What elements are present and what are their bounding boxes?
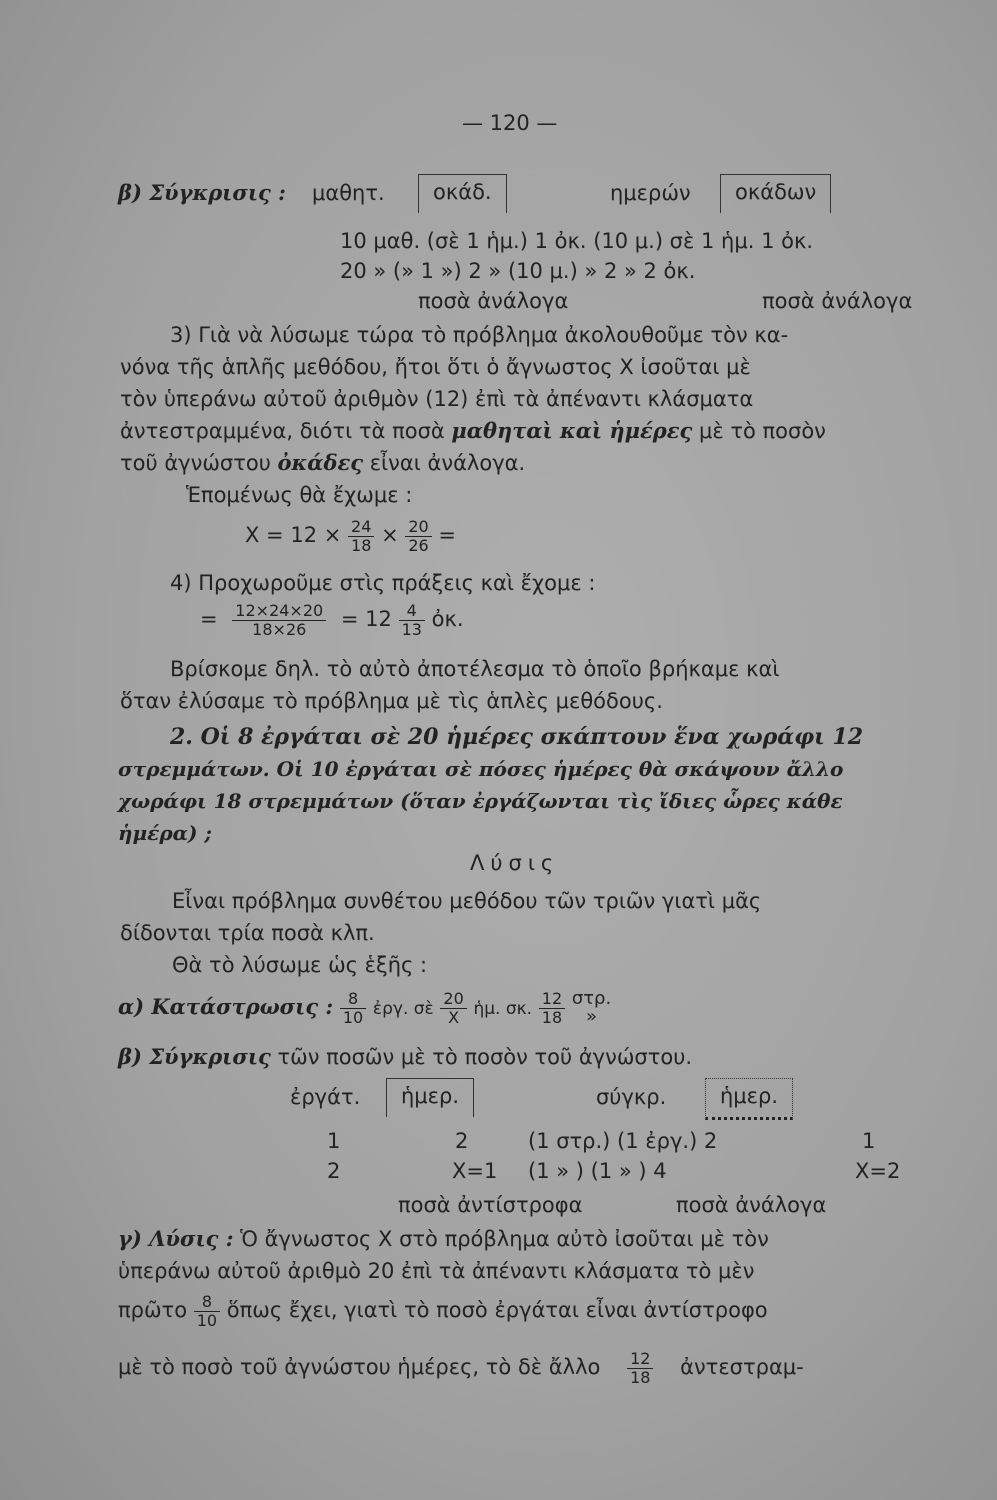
kat-f3-num: 12 bbox=[539, 990, 565, 1009]
comp2-r1-c: (1 στρ.) (1 ἐργ.) 2 bbox=[528, 1129, 718, 1153]
comp2-col-days2: ἡμερ. bbox=[720, 1084, 779, 1108]
comp2-proportional-label: ποσὰ ἀνάλογα bbox=[676, 1193, 827, 1217]
kat-f2-den: Χ bbox=[448, 1007, 460, 1027]
lysis-line1-text: Ὁ ἄγνωστος Χ στὸ πρόβλημα αὐτὸ ἰσοῦται μὲ τὸν bbox=[240, 1227, 769, 1251]
kat-unit-3: στρ. bbox=[571, 988, 612, 1009]
equation-1 bbox=[245, 510, 456, 560]
comparison-label: β) Σύγκρισις : bbox=[118, 180, 286, 205]
kat-unit-2: ἡμ. σκ. bbox=[473, 999, 533, 1019]
kat-f1-num: 8 bbox=[340, 990, 366, 1009]
lysis-f2-num: 12 bbox=[627, 1350, 653, 1369]
comp2-r2-d: Χ=2 bbox=[855, 1159, 901, 1183]
lysis-f1-den: 10 bbox=[196, 1310, 218, 1330]
para4-line1: 4) Προχωροῦμε στὶς πράξεις καὶ ἔχομε : bbox=[170, 571, 596, 595]
eq2-mixed-fraction bbox=[399, 602, 425, 639]
col-okadon: οκάδων bbox=[735, 180, 817, 204]
solution-title: Λύσις bbox=[470, 851, 560, 875]
col-students: μαθητ. bbox=[312, 181, 385, 205]
lysis-fraction-2 bbox=[627, 1350, 653, 1387]
lysis-line4-a: μὲ τὸ ποσὸ τοῦ ἀγνώστου ἡμέρες, τὸ δὲ ἄλλο bbox=[118, 1355, 601, 1379]
col-okad-box bbox=[418, 174, 507, 213]
lysis-line3-a: πρῶτο bbox=[118, 1298, 188, 1322]
lysis-label: γ) Λύσις : bbox=[118, 1226, 234, 1251]
kat-fraction-1 bbox=[340, 990, 366, 1027]
kat-unit-3-stack bbox=[572, 990, 611, 1026]
para3-line5-a: τοῦ ἀγνώστου bbox=[120, 451, 271, 475]
para3-line4-a: ἀντεστραμμένα, διότι τὰ ποσὰ bbox=[120, 419, 445, 443]
katastrosis-label: α) Κατάστρωσις : bbox=[118, 994, 334, 1019]
para3-line5 bbox=[120, 450, 525, 476]
lysis-line3 bbox=[118, 1285, 768, 1335]
problem2-line3: χωράφι 18 στρεμμάτων (ὅταν ἐργάζωνται τὶς ἴδιες ὧρες κάθε bbox=[118, 789, 843, 813]
kat-f1-den: 10 bbox=[342, 1007, 364, 1027]
para3-line2: νόνα τῆς ἁπλῆς μεθόδου, ἤτοι ὅτι ὁ ἄγνωστος Χ ἰσοῦται μὲ bbox=[120, 355, 751, 379]
comp2-r2-c: (1 » ) (1 » ) 4 bbox=[528, 1159, 667, 1183]
comparison2-line bbox=[118, 1044, 692, 1070]
comp2-col-compare: σύγκρ. bbox=[596, 1085, 667, 1109]
kat-f3-den: 18 bbox=[541, 1007, 563, 1027]
comp2-r1-b: 2 bbox=[455, 1129, 469, 1153]
comparison2-rest: τῶν ποσῶν μὲ τὸ ποσὸν τοῦ ἀγνώστου. bbox=[277, 1045, 693, 1069]
para6-line3: Θὰ τὸ λύσωμε ὡς ἑξῆς : bbox=[172, 953, 428, 977]
para5-line1: Βρίσκομε δηλ. τὸ αὐτὸ ἀποτέλεσμα τὸ ὁποῖο βρήκαμε καὶ bbox=[170, 657, 780, 681]
eq1-f1-den: 18 bbox=[351, 535, 372, 555]
eq1-times: × bbox=[381, 523, 399, 547]
comp2-r2-a: 2 bbox=[327, 1159, 341, 1183]
para3-line1: 3) Γιὰ νὰ λύσωμε τώρα τὸ πρόβλημα ἀκολουθοῦμε τὸν κα- bbox=[170, 323, 789, 347]
problem2-line1: 2. Οἱ 8 ἐργάται σὲ 20 ἡμέρες σκάπτουν ἕνα χωράφι 12 bbox=[170, 724, 864, 750]
para6-line1: Εἶναι πρόβλημα συνθέτου μεθόδου τῶν τριῶν γιατὶ μᾶς bbox=[172, 889, 762, 913]
lysis-f1-num: 8 bbox=[194, 1293, 220, 1312]
katastrosis-line bbox=[118, 982, 611, 1034]
kat-unit-3-ditto: » bbox=[586, 1006, 598, 1027]
para6-line2: δίδονται τρία ποσὰ κλπ. bbox=[120, 921, 375, 945]
eq1-equals: = bbox=[438, 523, 457, 547]
comp2-col-days: ἡμερ. bbox=[401, 1084, 460, 1108]
para3-line5-c: εἶναι ἀνάλογα. bbox=[369, 451, 526, 475]
para3-line4-emph: μαθηταὶ καὶ ἡμέρες bbox=[451, 418, 693, 443]
comparison-row-2: 20 » (» 1 ») 2 » (10 μ.) » 2 » 2 ὀκ. bbox=[340, 259, 696, 283]
eq2-fraction bbox=[232, 602, 326, 639]
comparison2-label: β) Σύγκρισις bbox=[118, 1044, 271, 1069]
lysis-line3-b: ὅπως ἔχει, γιατὶ τὸ ποσὸ ἐργάται εἶναι ἀντίστροφο bbox=[226, 1298, 768, 1322]
lysis-line2: ὑπεράνω αὐτοῦ ἀριθμὸ 20 ἐπὶ τὰ ἀπέναντι κλάσματα τὸ μὲν bbox=[118, 1259, 755, 1283]
comp2-r1-a: 1 bbox=[327, 1129, 341, 1153]
para3-line6: Ἑπομένως θὰ ἔχωμε : bbox=[186, 483, 413, 507]
eq1-lhs: Χ = 12 × bbox=[245, 523, 342, 547]
proportional-label-2: ποσὰ ἀνάλογα bbox=[762, 289, 913, 313]
equation-2 bbox=[200, 594, 464, 644]
para3-line4-c: μὲ τὸ ποσὸν bbox=[698, 419, 826, 443]
eq2-pre: = bbox=[200, 607, 218, 631]
eq2-mixed-num: 4 bbox=[399, 602, 425, 621]
lysis-line4 bbox=[118, 1342, 804, 1392]
lysis-line1 bbox=[118, 1226, 769, 1252]
kat-unit-1: ἐργ. σὲ bbox=[372, 999, 434, 1019]
page-number: — 120 — bbox=[462, 111, 558, 135]
lysis-f2-den: 18 bbox=[630, 1367, 651, 1387]
eq1-f2-den: 26 bbox=[408, 535, 429, 555]
comp2-r1-d: 1 bbox=[862, 1129, 876, 1153]
eq1-f2-num: 20 bbox=[405, 518, 431, 537]
comp2-col-workers: ἐργάτ. bbox=[290, 1085, 361, 1109]
eq2-mixed-den: 13 bbox=[401, 619, 422, 639]
eq1-fraction-1 bbox=[348, 518, 374, 555]
problem2-line2: στρεμμάτων. Οἱ 10 ἐργάται σὲ πόσες ἡμέρες θὰ σκάψουν ἄλλο bbox=[118, 757, 844, 781]
kat-f2-num: 20 bbox=[440, 990, 466, 1009]
kat-fraction-3 bbox=[539, 990, 565, 1027]
proportional-label-1: ποσὰ ἀνάλογα bbox=[418, 289, 569, 313]
comp2-col-days2-box bbox=[705, 1078, 793, 1120]
comparison-row-1: 10 μαθ. (σὲ 1 ἡμ.) 1 ὀκ. (10 μ.) σὲ 1 ἡμ. 1 ὀκ. bbox=[340, 229, 814, 253]
eq2-num: 12×24×20 bbox=[232, 602, 326, 621]
kat-fraction-2 bbox=[440, 990, 466, 1027]
lysis-line4-b: ἀντεστραμ- bbox=[680, 1355, 804, 1379]
eq1-f1-num: 24 bbox=[348, 518, 374, 537]
para3-line3: τὸν ὑπεράνω αὐτοῦ ἀριθμὸν (12) ἐπὶ τὰ ἀπέναντι κλάσματα bbox=[120, 387, 754, 411]
problem2-line4: ἡμέρα) ; bbox=[118, 821, 212, 845]
comp2-inverse-label: ποσὰ ἀντίστροφα bbox=[398, 1193, 583, 1217]
comp2-r2-b: Χ=1 bbox=[452, 1159, 498, 1183]
eq2-mid: = 12 bbox=[340, 607, 392, 631]
eq1-fraction-2 bbox=[405, 518, 431, 555]
eq2-den: 18×26 bbox=[252, 619, 307, 639]
para5-line2: ὅταν ἐλύσαμε τὸ πρόβλημα μὲ τὶς ἁπλὲς μεθόδους. bbox=[120, 689, 663, 713]
eq2-unit: ὀκ. bbox=[431, 607, 464, 631]
col-okadon-box bbox=[720, 174, 831, 213]
para3-line5-emph: ὀκάδες bbox=[277, 450, 364, 475]
lysis-fraction-1 bbox=[194, 1293, 220, 1330]
comp2-col-days-box bbox=[386, 1078, 474, 1117]
col-days: ημερών bbox=[610, 181, 691, 205]
col-okad: οκάδ. bbox=[433, 180, 492, 204]
para3-line4 bbox=[120, 418, 826, 444]
